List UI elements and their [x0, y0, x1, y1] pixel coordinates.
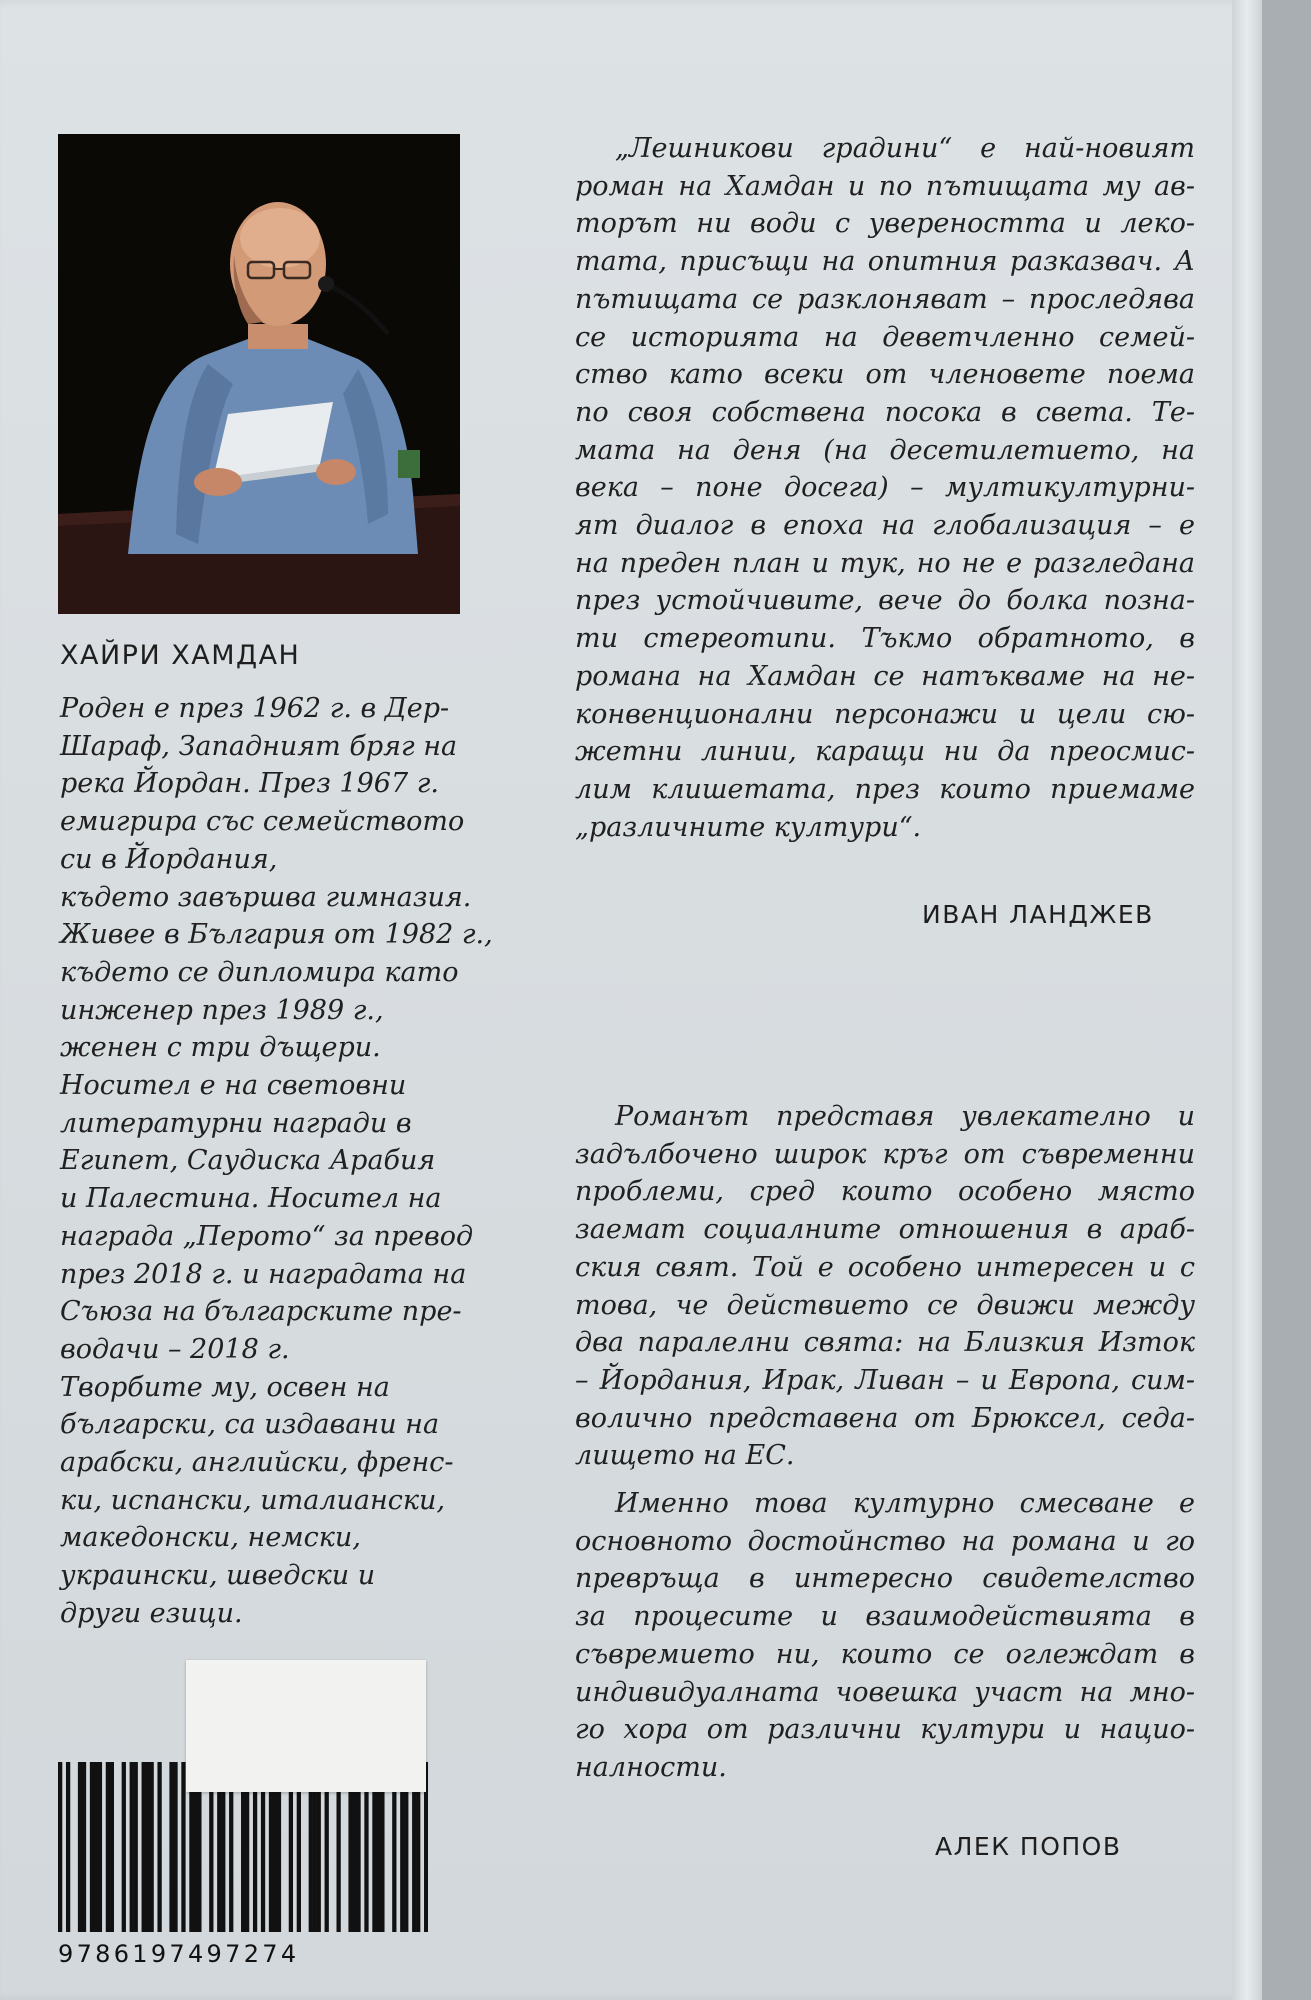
barcode-bar: [146, 1762, 150, 1932]
review-line: превръща в интересно свидетелство: [575, 1563, 1195, 1595]
bio-line: емигрира със семейството: [60, 806, 465, 838]
barcode-bar: [142, 1762, 146, 1932]
review-line: – Йордания, Ирак, Ливан – и Европа, сим-: [575, 1364, 1195, 1396]
quote-line: роман на Хамдан и по пътищата му ав-: [575, 170, 1195, 202]
barcode-bar: [82, 1762, 86, 1932]
review-line: Романът представя увлекателно и: [615, 1101, 1195, 1132]
quote-line: „различните култури“.: [575, 811, 922, 843]
bio-line: където се дипломира като: [60, 956, 459, 988]
barcode-bar: [157, 1762, 161, 1932]
review-line: за процесите и взаимодействията в: [575, 1601, 1195, 1633]
barcode-bar: [130, 1762, 134, 1932]
quote-line: романа на Хамдан се натъкваме на не-: [575, 660, 1195, 692]
bio-line: Носител е на световни: [60, 1070, 407, 1102]
barcode-bar: [169, 1762, 173, 1932]
bio-line: инженер през 1989 г.,: [60, 994, 384, 1026]
bio-line: други езици.: [60, 1597, 243, 1629]
barcode-bar: [181, 1762, 185, 1932]
review-line: налности.: [575, 1751, 727, 1783]
review-line: лището на ЕС.: [575, 1440, 795, 1472]
bio-line: ки, испански, италиански,: [60, 1484, 446, 1516]
barcode-bar: [173, 1762, 177, 1932]
quote-line: мата на деня (на десетилетието, на: [575, 434, 1195, 466]
barcode-bar: [94, 1762, 98, 1932]
review-line: това, че действието се движи между: [575, 1289, 1195, 1321]
quote-line: по своя собствена посока в света. Те-: [575, 396, 1195, 428]
barcode-bar: [110, 1762, 114, 1932]
critic-quote: [575, 130, 1195, 846]
review-signature: АЛЕК ПОПОВ: [935, 1832, 1122, 1861]
isbn-number: 9786197497274: [58, 1940, 300, 1968]
review-line: ския свят. Той е особено интересен и с: [575, 1251, 1195, 1283]
review-line: волично представена от Брюксел, седа-: [575, 1402, 1195, 1434]
quote-line: ят диалог в епоха на глобализация – е: [575, 510, 1195, 542]
bio-line: Творбите му, освен на: [60, 1371, 390, 1403]
review-line: задълбочено широк кръг от съвременни: [575, 1138, 1195, 1170]
bio-line: арабски, английски, френс-: [60, 1447, 454, 1479]
review-line: го хора от различни култури и нацио-: [575, 1714, 1195, 1746]
quote-line: лим клишетата, през които приемаме: [575, 773, 1195, 805]
bio-line: Съюза на българските пре-: [60, 1296, 462, 1328]
author-bio: [60, 690, 493, 1633]
quote-line: на преден план и тук, но не е разгледана: [575, 547, 1195, 579]
quote-line: торът ни води с увереността и леко-: [575, 208, 1195, 240]
bio-line: Живее в България от 1982 г.,: [60, 919, 493, 951]
barcode-bar: [66, 1762, 70, 1932]
barcode-bar: [78, 1762, 82, 1932]
quote-line: пътищата се разклоняват – проследява: [575, 283, 1195, 315]
review-line: Именно това културно смесване е: [615, 1488, 1195, 1520]
author-name: ХАЙРИ ХАМДАН: [60, 640, 301, 671]
barcode-bar: [134, 1762, 138, 1932]
review-line: заемат социалните отношения в араб-: [575, 1214, 1195, 1246]
barcode-bar: [58, 1762, 62, 1932]
review-paragraph-2: [575, 1485, 1195, 1787]
barcode-bar: [98, 1762, 102, 1932]
barcode-bar: [150, 1762, 154, 1932]
quote-line: конвенционални персонажи и цели сю-: [575, 698, 1195, 730]
review-line: съвремието ни, които се оглеждат в: [575, 1638, 1195, 1670]
bio-line: български, са издавани на: [60, 1409, 440, 1441]
price-sticker: [186, 1660, 426, 1792]
quote-line: през устойчивите, вече до болка позна-: [575, 585, 1195, 617]
bio-line: Роден е през 1962 г. в Дер-: [60, 693, 450, 724]
bio-line: и Палестина. Носител на: [60, 1183, 442, 1215]
bio-line: награда „Перото“ за превод: [60, 1220, 474, 1252]
quote-line: века – поне досега) – мултикултурни-: [575, 472, 1195, 504]
quote-line: ти стереотипи. Тъкмо обратното, в: [575, 623, 1195, 655]
barcode-bar: [90, 1762, 94, 1932]
quote-line: тата, присъщи на опитния разказвач. А: [575, 246, 1195, 278]
quote-line: ство като всеки от членовете поема: [575, 359, 1195, 391]
quote-signature: ИВАН ЛАНДЖЕВ: [922, 900, 1154, 929]
quote-line: жетни линии, каращи ни да преосмис-: [575, 736, 1195, 768]
bio-line: водачи – 2018 г.: [60, 1333, 290, 1365]
review-line: индивидуалната човешка участ на мно-: [575, 1676, 1195, 1708]
quote-line: се историята на деветчленно семей-: [575, 321, 1195, 353]
bio-line: където завършва гимназия.: [60, 881, 472, 913]
bio-line: женен с три дъщери.: [60, 1032, 381, 1064]
author-photo: [58, 134, 460, 614]
bio-line: река Йордан. През 1967 г.: [60, 768, 439, 800]
bio-line: литературни награди в: [60, 1107, 412, 1139]
barcode-bar: [106, 1762, 110, 1932]
barcode-bar: [122, 1762, 126, 1932]
bio-line: си в Йордания,: [60, 843, 278, 875]
quote-line: „Лешникови градини“ е най-новият: [615, 133, 1195, 164]
bio-line: през 2018 г. и наградата на: [60, 1258, 467, 1290]
review-line: два паралелни свята: на Близкия Изток: [575, 1327, 1195, 1359]
cover-edge: [1232, 0, 1262, 2000]
review-line: проблеми, сред които особено място: [575, 1176, 1195, 1208]
review-line: основното достойнство на романа и го: [575, 1525, 1195, 1557]
review-paragraph-1: [575, 1098, 1195, 1475]
bio-line: Шараф, Западният бряг на: [60, 730, 458, 762]
critic-review: [575, 1098, 1195, 1787]
bio-line: украински, шведски и: [60, 1560, 376, 1592]
bio-line: Египет, Саудиска Арабия: [60, 1145, 436, 1177]
bio-line: македонски, немски,: [60, 1522, 361, 1554]
